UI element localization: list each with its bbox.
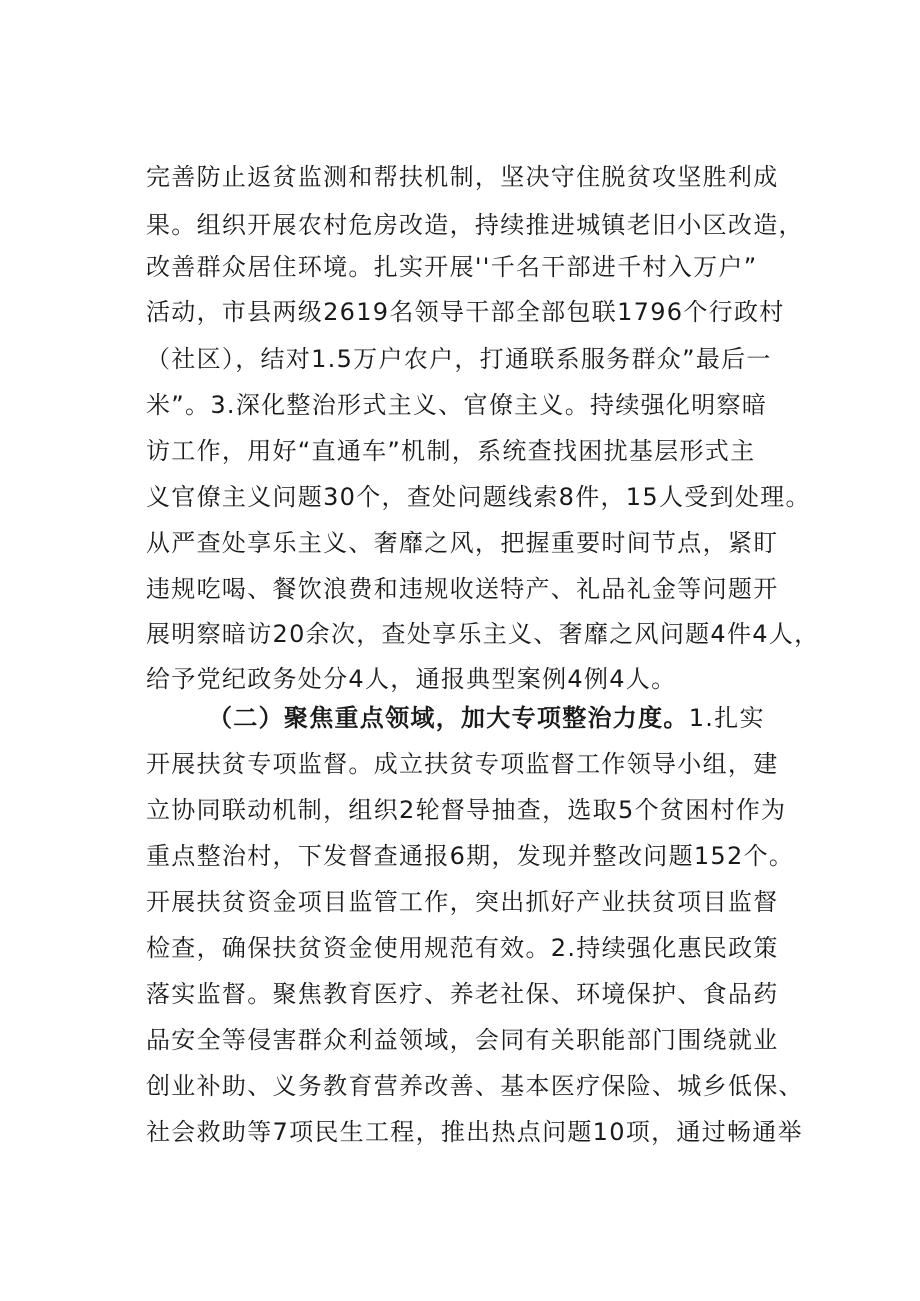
paragraph-line: 检查，确保扶贫资金使用规范有效。2.持续强化惠民政策 [146,934,779,962]
section-heading-continuation: 1.扎实 [688,704,765,732]
paragraph-line: 改善群众居住环境。扎实开展''千名干部进千村入万户” [146,253,758,281]
paragraph-line: 果。组织开展农村危房改造，持续推进城镇老旧小区改造， [146,211,804,239]
paragraph-line: 创业补助、义务教育营养改善、基本医疗保险、城乡低保、 [146,1072,804,1100]
paragraph-line: 落实监督。聚焦教育医疗、养老社保、环境保护、食品药 [146,980,779,1008]
paragraph-line: 展明察暗访20余次，查处享乐主义、奢靡之风问题4件4人， [146,620,820,648]
section-heading-line [208,694,788,742]
paragraph-line: 活动，市县两级2619名领导干部全部包联1796个行政村 [146,298,785,326]
paragraph-line: 重点整治村，下发督查通报6期，发现并整改问题152个。 [146,842,795,870]
paragraph-line: 访工作，用好“直通车”机制，系统查找困扰基层形式主 [146,437,756,465]
paragraph-line: 给予党纪政务处分4人，通报典型案例4例4人。 [146,665,677,693]
paragraph-line: 从严查处享乐主义、奢靡之风，把握重要时间节点，紧盯 [146,529,779,557]
paragraph-line: 社会救助等7项民生工程，推出热点问题10项，通过畅通举 [146,1118,803,1146]
paragraph-line: 立协同联动机制，组织2轮督导抽查，选取5个贫困村作为 [146,796,787,824]
paragraph-line: 开展扶贫资金项目监管工作，突出抓好产业扶贫项目监督 [146,888,779,916]
paragraph-line: 开展扶贫专项监督。成立扶贫专项监督工作领导小组，建 [146,750,779,778]
paragraph-line: （社区），结对1.5万户农户，打通联系服务群众”最后一 [146,345,772,373]
paragraph-line: 违规吃喝、餐饮浪费和违规收送特产、礼品礼金等问题开 [146,575,779,603]
paragraph-line: 义官僚主义问题30个，查处问题线索8件，15人受到处理。 [146,483,811,511]
section-heading: （二）聚焦重点领域，加大专项整治力度。 [208,704,689,732]
paragraph-line: 米”。3.深化整治形式主义、官僚主义。持续强化明察暗 [146,391,768,419]
paragraph-line: 品安全等侵害群众利益领域，会同有关职能部门围绕就业 [146,1026,779,1054]
paragraph-line: 完善防止返贫监测和帮扶机制，坚决守住脱贫攻坚胜利成 [146,163,779,191]
